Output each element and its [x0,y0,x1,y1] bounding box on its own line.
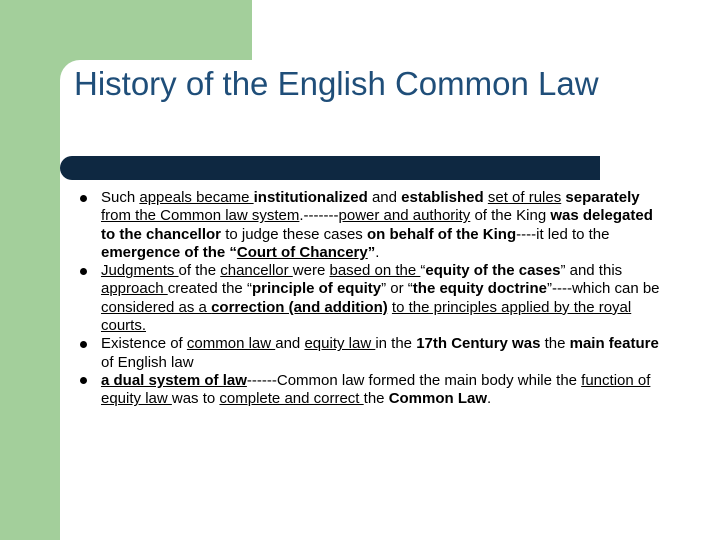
bullet-dot-icon [80,377,87,384]
text-run: institutionalized [253,189,368,206]
text-run: chancellor [220,262,293,280]
text-run: the equity doctrine [412,280,547,298]
text-run: to judge these cases [221,225,367,243]
text-run: Court of Chancery [236,243,368,261]
text-run: . [375,243,380,261]
text-run: was delegated to the chancellor [101,207,653,243]
text-run: considered as a [101,298,212,316]
text-run: on behalf of the King [366,225,517,243]
bullet-dot-icon [80,195,87,202]
text-run: “ [420,262,426,280]
text-run: the [540,335,570,353]
text-run: Common Law [388,390,488,408]
bullet-list [78,189,668,409]
title-divider-bar [60,156,600,180]
text-run: a dual system of law [101,371,247,389]
bullet-text [101,189,653,261]
text-run: appeals became [139,189,254,206]
text-run: ----it led to the [516,225,610,243]
bullet-text [101,262,660,334]
slide-title: History of the English Common Law [74,65,599,102]
text-run: equity of the cases [425,262,561,280]
green-side-band [0,0,60,540]
text-run: based on the [329,262,421,280]
text-run: from the Common law system [101,207,300,225]
text-run: were [292,262,330,280]
bullet-item [78,262,668,335]
text-run: equity law [304,335,376,353]
text-run: established [401,189,484,206]
text-run: Such [101,189,140,206]
bullet-text [101,372,650,407]
text-run: 17th Century was [416,335,541,353]
text-run: created the “ [167,280,252,298]
text-run: correction (and addition) [211,298,388,316]
text-run: to the principles applied by the royal courts. [101,298,632,335]
text-run: and [275,335,305,353]
bullet-dot-icon [80,268,87,275]
text-run: was to [171,390,220,408]
text-run: of the King [470,207,551,225]
text-run: complete and correct [219,390,364,408]
text-run: . [487,390,492,408]
text-run: separately [565,189,640,206]
text-run: function of equity law [101,371,651,408]
bullet-item [78,335,668,372]
text-run: the [363,390,389,408]
text-run: approach [101,280,168,298]
text-run: principle of equity [251,280,382,298]
text-run: common law [186,335,276,353]
text-run: “ [229,243,237,261]
text-run: in the [375,335,417,353]
text-run: ” or “ [381,280,413,298]
text-run: power and authority [338,207,471,225]
bullet-item [78,372,668,409]
text-run: of English law [101,353,194,371]
text-run: emergence of the [101,243,230,261]
text-run: ”----which can be [546,280,660,298]
text-run: .------- [299,207,339,225]
text-run: and [367,189,402,206]
text-run: ” [367,243,376,261]
text-run: ------Common law formed the main body while the [246,371,582,389]
text-run: Judgments [101,262,179,280]
bullet-dot-icon [80,341,87,348]
text-run: of the [178,262,221,280]
text-run: ” and this [560,262,623,280]
text-run: set of rules [487,189,562,206]
text-run: main feature [569,335,659,353]
text-run: Existence of [101,335,187,353]
bullet-item [78,189,668,262]
bullet-text [101,335,659,370]
